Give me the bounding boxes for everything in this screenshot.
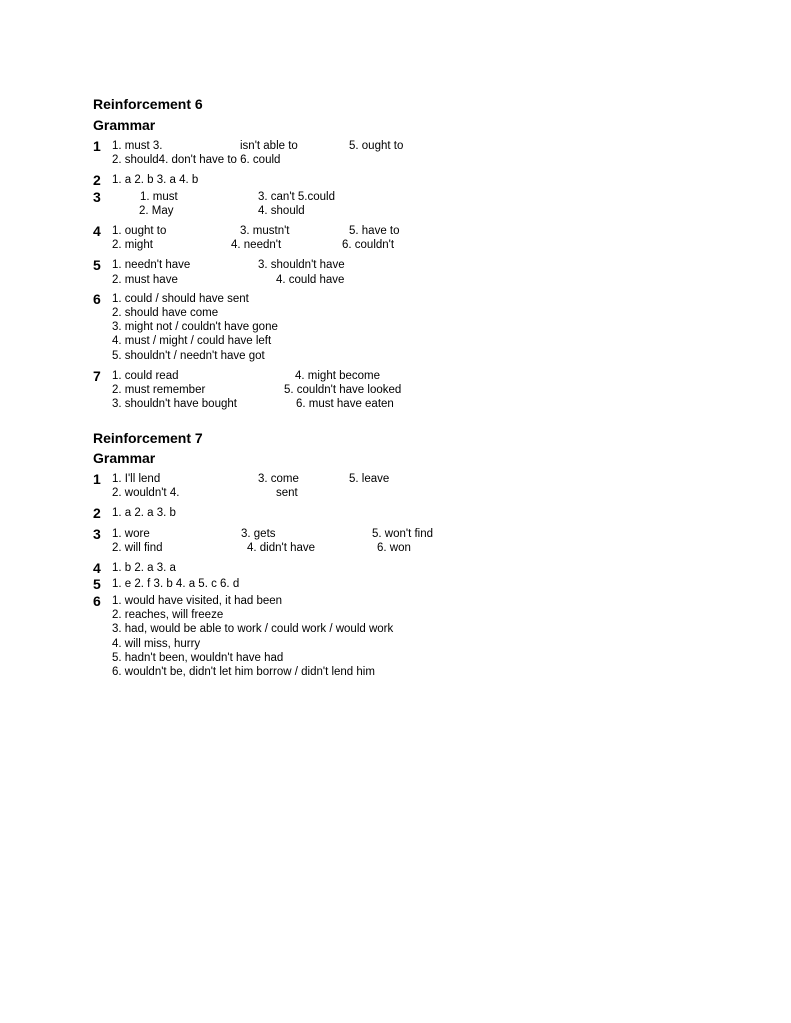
answer-text: 1. I'll lend: [112, 473, 161, 485]
answer-text: 3. shouldn't have bought: [112, 398, 237, 410]
exercise-number: 3: [93, 189, 101, 205]
answer-text: 6. must have eaten: [296, 398, 394, 410]
answer-text: 2. will find: [112, 542, 163, 554]
answer-text: 1. a 2. b 3. a 4. b: [112, 174, 199, 186]
answer-text: 1. a 2. a 3. b: [112, 507, 176, 519]
answer-text: 4. must / might / could have left: [112, 335, 272, 347]
section-title-reinforcement-6: Reinforcement 6: [93, 96, 203, 112]
answer-text: 2. should4. don't have to 6. could: [112, 154, 281, 166]
exercise-number: 1: [93, 471, 101, 487]
answer-text: sent: [276, 487, 298, 499]
answer-text: 1. would have visited, it had been: [112, 595, 283, 607]
exercise-number: 7: [93, 368, 101, 384]
exercise-number: 4: [93, 223, 101, 239]
answer-text: 6. couldn't: [342, 239, 395, 251]
exercise-number: 2: [93, 505, 101, 521]
answer-text: 1. b 2. a 3. a: [112, 562, 176, 574]
answer-text: 1. ought to: [112, 225, 167, 237]
answer-text: 3. mustn't: [240, 225, 290, 237]
answer-text: 3. gets: [241, 528, 276, 540]
answer-text: 2. reaches, will freeze: [112, 609, 224, 621]
answer-text: isn't able to: [240, 140, 298, 152]
section-subtitle-grammar: Grammar: [93, 117, 156, 133]
exercise-number: 6: [93, 593, 101, 609]
section-subtitle-grammar: Grammar: [93, 450, 156, 466]
answer-text: 4. might become: [295, 370, 381, 382]
section-title-reinforcement-7: Reinforcement 7: [93, 430, 203, 446]
answer-text: 4. could have: [276, 274, 345, 286]
answer-text: 3. shouldn't have: [258, 259, 345, 271]
answer-text: 1. wore: [112, 528, 150, 540]
answer-text: 3. come: [258, 473, 299, 485]
exercise-number: 3: [93, 526, 101, 542]
answer-text: 6. wouldn't be, didn't let him borrow / didn't lend him: [112, 666, 375, 678]
answer-text: 5. shouldn't / needn't have got: [112, 350, 265, 362]
exercise-number: 2: [93, 172, 101, 188]
answer-text: 5. couldn't have looked: [284, 384, 402, 396]
answer-text: 3. had, would be able to work / could work / would work: [112, 623, 394, 635]
answer-text: 5. have to: [349, 225, 400, 237]
exercise-number: 6: [93, 291, 101, 307]
answer-text: 2. must remember: [112, 384, 206, 396]
exercise-number: 1: [93, 138, 101, 154]
answer-text: 3. might not / couldn't have gone: [112, 321, 278, 333]
answer-text: 2. May: [139, 205, 174, 217]
answer-text: 2. should have come: [112, 307, 219, 319]
exercise-number: 5: [93, 576, 101, 592]
exercise-number: 4: [93, 560, 101, 576]
answer-text: 1. needn't have: [112, 259, 191, 271]
answer-text: 1. must 3.: [112, 140, 163, 152]
answer-text: 1. could read: [112, 370, 179, 382]
answer-text: 4. needn't: [231, 239, 282, 251]
answer-text: 1. e 2. f 3. b 4. a 5. c 6. d: [112, 578, 240, 590]
answer-text: 3. can't 5.could: [258, 191, 335, 203]
answer-text: 2. might: [112, 239, 153, 251]
answer-text: 2. wouldn't 4.: [112, 487, 180, 499]
answer-text: 4. will miss, hurry: [112, 638, 201, 650]
exercise-number: 5: [93, 257, 101, 273]
answer-text: 2. must have: [112, 274, 178, 286]
answer-text: 5. ought to: [349, 140, 404, 152]
answer-text: 4. should: [258, 205, 305, 217]
answer-text: 5. won't find: [372, 528, 434, 540]
answer-text: 1. must: [140, 191, 178, 203]
answer-text: 5. hadn't been, wouldn't have had: [112, 652, 284, 664]
answer-text: 4. didn't have: [247, 542, 316, 554]
answer-text: 1. could / should have sent: [112, 293, 249, 305]
answer-text: 5. leave: [349, 473, 390, 485]
answer-text: 6. won: [377, 542, 411, 554]
